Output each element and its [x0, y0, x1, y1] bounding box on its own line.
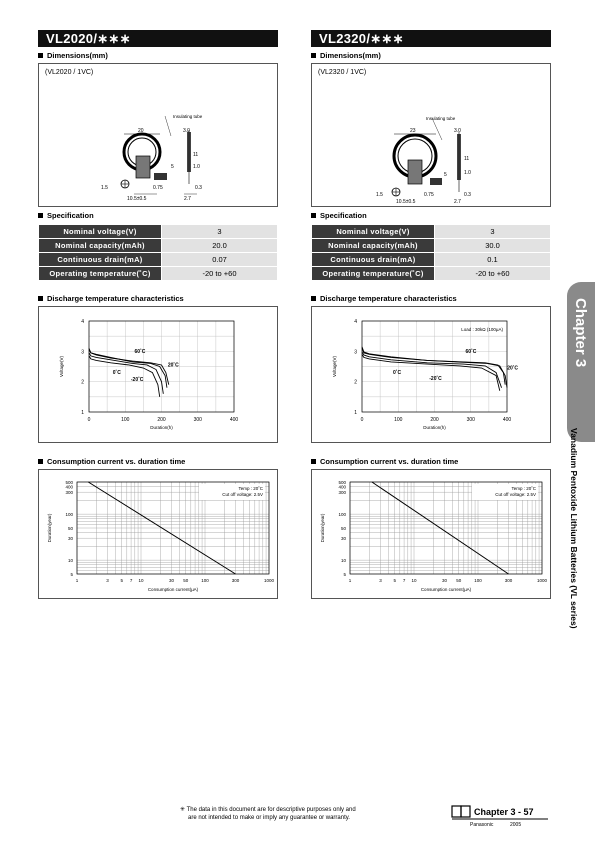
table-row [312, 253, 551, 267]
left-column [38, 30, 278, 599]
y-tick-label: 300 [338, 490, 346, 496]
dimensions-heading: Dimensions(mm) [311, 51, 551, 61]
spec-key: Continuous drain(mA) [39, 253, 162, 267]
spec-value: 3 [435, 225, 551, 239]
discharge-heading: Discharge temperature characteristics [311, 294, 551, 304]
series-line [362, 354, 500, 390]
footer-chapter-text: Chapter 3 - 57 [474, 807, 534, 817]
y-tick-label: 1 [354, 410, 357, 416]
y-tick-label: 5 [70, 572, 73, 577]
table-row [312, 225, 551, 239]
x-tick-label: 300 [231, 578, 240, 583]
model-label: (VL2320 / 1VC) [318, 69, 367, 76]
footer-disclaimer [180, 806, 420, 822]
series-label: -20˚C [429, 376, 442, 383]
consumption-chart [39, 470, 277, 596]
dim-insulating-tube: Insulating tube [173, 114, 203, 119]
y-tick-label: 50 [67, 526, 73, 531]
consumption-chart [312, 470, 550, 596]
x-tick-label: 30 [442, 578, 448, 583]
bullet-square-icon [311, 459, 316, 464]
y-tick-label: 2 [81, 379, 84, 386]
temp-annotation: Temp : 20˚C [511, 486, 536, 491]
side-title-text: Vanadium Pentoxide Lithium Batteries (VL series) [569, 428, 579, 629]
spec-table [38, 224, 278, 281]
dim-1: 1.0 [464, 170, 471, 176]
consumption-chart-box [38, 469, 278, 599]
y-tick-label: 3 [81, 349, 84, 356]
spec-key: Operating temperature(˚C) [39, 267, 162, 281]
bullet-square-icon [311, 213, 316, 218]
x-tick-label: 300 [504, 578, 513, 583]
x-tick-label: 0 [87, 417, 91, 423]
series-label: 20˚C [167, 362, 179, 369]
chapter-tab-text: Chapter 3 [572, 298, 589, 368]
spec-key: Nominal capacity(mAh) [39, 239, 162, 253]
y-tick-label: 5 [343, 572, 346, 577]
spec-value: 30.0 [435, 239, 551, 253]
x-tick-label: 1 [75, 578, 79, 583]
spec-key: Nominal capacity(mAh) [312, 239, 435, 253]
discharge-chart-box [311, 306, 551, 443]
consumption-heading: Consumption current vs. duration time [311, 457, 551, 467]
product-title: VL2320/∗∗∗ [311, 30, 551, 47]
x-tick-label: 0 [360, 417, 364, 423]
cutoff-annotation: Cut off voltage: 2.5V [222, 492, 263, 497]
dim-0-75: 0.75 [424, 192, 434, 198]
series-label: 60˚C [134, 348, 146, 355]
series-label: 20˚C [507, 365, 519, 372]
consumption-chart-box [311, 469, 551, 599]
y-tick-label: 30 [67, 536, 73, 542]
dimension-drawing [39, 64, 277, 204]
x-tick-label: 5 [393, 578, 396, 583]
temp-annotation: Temp : 20˚C [238, 486, 263, 491]
x-tick-label: 7 [402, 578, 406, 583]
y-tick-label: 500 [338, 480, 346, 485]
series-line [89, 353, 163, 394]
dim-diameter: 23 [410, 128, 416, 134]
discharge-chart [312, 307, 550, 440]
dim-5: 5 [171, 164, 174, 170]
dim-thickness: 3.0 [183, 128, 190, 134]
chapter-tab-label [562, 298, 595, 428]
x-tick-label: 100 [201, 578, 209, 583]
footer-brand: Panasonic [470, 822, 494, 828]
series-label: -20˚C [130, 376, 144, 383]
x-tick-label: 300 [193, 417, 202, 423]
x-tick-label: 200 [430, 417, 439, 423]
x-tick-label: 10 [138, 578, 144, 583]
dim-5: 5 [444, 172, 447, 178]
x-tick-label: 1000 [536, 578, 548, 583]
dimension-drawing [312, 64, 550, 204]
side-title [563, 428, 587, 688]
y-tick-label: 1 [81, 410, 84, 416]
spec-value: 3 [162, 225, 278, 239]
bullet-square-icon [38, 213, 43, 218]
footer-year: 2005 [510, 822, 522, 828]
discharge-chart-box [38, 306, 278, 443]
x-axis-label: Duration(h) [150, 425, 173, 430]
x-tick-label: 100 [121, 417, 130, 423]
footer-note-line-1: ✳ The data in this document are for descriptive purposes only and [180, 807, 356, 813]
book-icon [452, 806, 470, 817]
y-axis-label: Voltage(V) [59, 355, 64, 378]
series-label: 0˚C [393, 369, 402, 376]
x-axis-label: Consumption current(μA) [147, 587, 199, 592]
footer-chapter [450, 803, 550, 836]
dim-thickness: 3.0 [454, 128, 461, 134]
x-tick-label: 1000 [263, 578, 275, 583]
footer-chapter-graphic [450, 803, 550, 831]
spec-key: Nominal voltage(V) [39, 225, 162, 239]
cutoff-annotation: Cut off voltage: 2.5V [495, 492, 536, 497]
load-annotation: Load : 30kΩ (100μA) [461, 327, 503, 332]
x-tick-label: 100 [474, 578, 482, 583]
spec-value: 0.1 [435, 253, 551, 267]
table-row [39, 239, 278, 253]
y-tick-label: 300 [65, 490, 73, 496]
x-tick-label: 200 [157, 417, 166, 423]
x-tick-label: 50 [183, 578, 189, 583]
x-axis-label: Duration(h) [423, 425, 446, 430]
spec-key: Nominal voltage(V) [312, 225, 435, 239]
table-row [39, 267, 278, 281]
spec-key: Continuous drain(mA) [312, 253, 435, 267]
dimensions-box [311, 63, 551, 207]
spec-heading: Specification [311, 211, 551, 221]
x-tick-label: 7 [129, 578, 133, 583]
spec-heading: Specification [38, 211, 278, 221]
x-tick-label: 30 [169, 578, 175, 583]
y-axis-label: Duration(year) [320, 513, 325, 543]
dim-10-5: 10.5±0.5 [396, 199, 416, 204]
dimensions-box [38, 63, 278, 207]
dim-10-5: 10.5±0.5 [127, 196, 147, 202]
x-tick-label: 50 [456, 578, 462, 583]
footer-note-line-2: are not intended to make or imply any guarantee or warranty. [188, 815, 350, 821]
dim-0-3: 0.3 [195, 185, 202, 191]
y-tick-label: 400 [65, 484, 73, 490]
spec-value: -20 to +60 [435, 267, 551, 281]
consumption-heading: Consumption current vs. duration time [38, 457, 278, 467]
dimensions-heading: Dimensions(mm) [38, 51, 278, 61]
y-tick-label: 10 [340, 558, 346, 564]
table-row [39, 225, 278, 239]
y-tick-label: 3 [354, 349, 357, 356]
spec-value: -20 to +60 [162, 267, 278, 281]
spec-key: Operating temperature(˚C) [312, 267, 435, 281]
series-label: 60˚C [465, 348, 477, 355]
x-tick-label: 400 [229, 417, 239, 423]
y-axis-label: Voltage(V) [332, 355, 337, 378]
dim-2-7: 2.7 [454, 199, 461, 204]
spec-value: 20.0 [162, 239, 278, 253]
bullet-square-icon [311, 53, 316, 58]
dim-11: 11 [193, 152, 199, 158]
y-tick-label: 100 [338, 512, 346, 518]
bullet-square-icon [38, 296, 43, 301]
x-tick-label: 10 [411, 578, 417, 583]
series-label: 0˚C [112, 369, 121, 376]
product-title: VL2020/∗∗∗ [38, 30, 278, 47]
y-tick-label: 50 [340, 526, 346, 531]
x-tick-label: 100 [394, 417, 403, 423]
table-row [312, 267, 551, 281]
dim-2-7: 2.7 [184, 196, 191, 202]
series-line [362, 352, 502, 388]
x-tick-label: 3 [379, 578, 382, 583]
x-tick-label: 3 [106, 578, 109, 583]
x-axis-label: Consumption current(μA) [420, 587, 472, 592]
spec-table [311, 224, 551, 281]
bullet-square-icon [38, 53, 43, 58]
model-label: (VL2020 / 1VC) [45, 69, 94, 76]
x-tick-label: 400 [502, 417, 512, 423]
dim-insulating-tube: Insulating tube [426, 116, 456, 121]
discharge-heading: Discharge temperature characteristics [38, 294, 278, 304]
dim-1-5: 1.5 [376, 192, 383, 198]
x-tick-label: 1 [348, 578, 352, 583]
bullet-square-icon [38, 459, 43, 464]
y-tick-label: 4 [354, 319, 357, 325]
dim-1-5: 1.5 [101, 185, 108, 191]
dim-0-75: 0.75 [153, 185, 163, 191]
dim-diameter: 20 [138, 128, 144, 134]
y-tick-label: 10 [67, 558, 73, 564]
y-axis-label: Duration(year) [47, 513, 52, 543]
y-tick-label: 30 [340, 536, 346, 542]
table-row [39, 253, 278, 267]
y-tick-label: 500 [65, 480, 73, 485]
spec-value: 0.07 [162, 253, 278, 267]
discharge-chart [39, 307, 277, 440]
y-tick-label: 100 [65, 512, 73, 518]
bullet-square-icon [311, 296, 316, 301]
y-tick-label: 2 [354, 379, 357, 386]
dim-0-3: 0.3 [464, 192, 471, 198]
dim-1: 1.0 [193, 164, 200, 170]
x-tick-label: 5 [120, 578, 123, 583]
right-column [311, 30, 551, 599]
y-tick-label: 4 [81, 319, 84, 325]
y-tick-label: 400 [338, 484, 346, 490]
table-row [312, 239, 551, 253]
x-tick-label: 300 [466, 417, 475, 423]
dim-11: 11 [464, 156, 470, 162]
